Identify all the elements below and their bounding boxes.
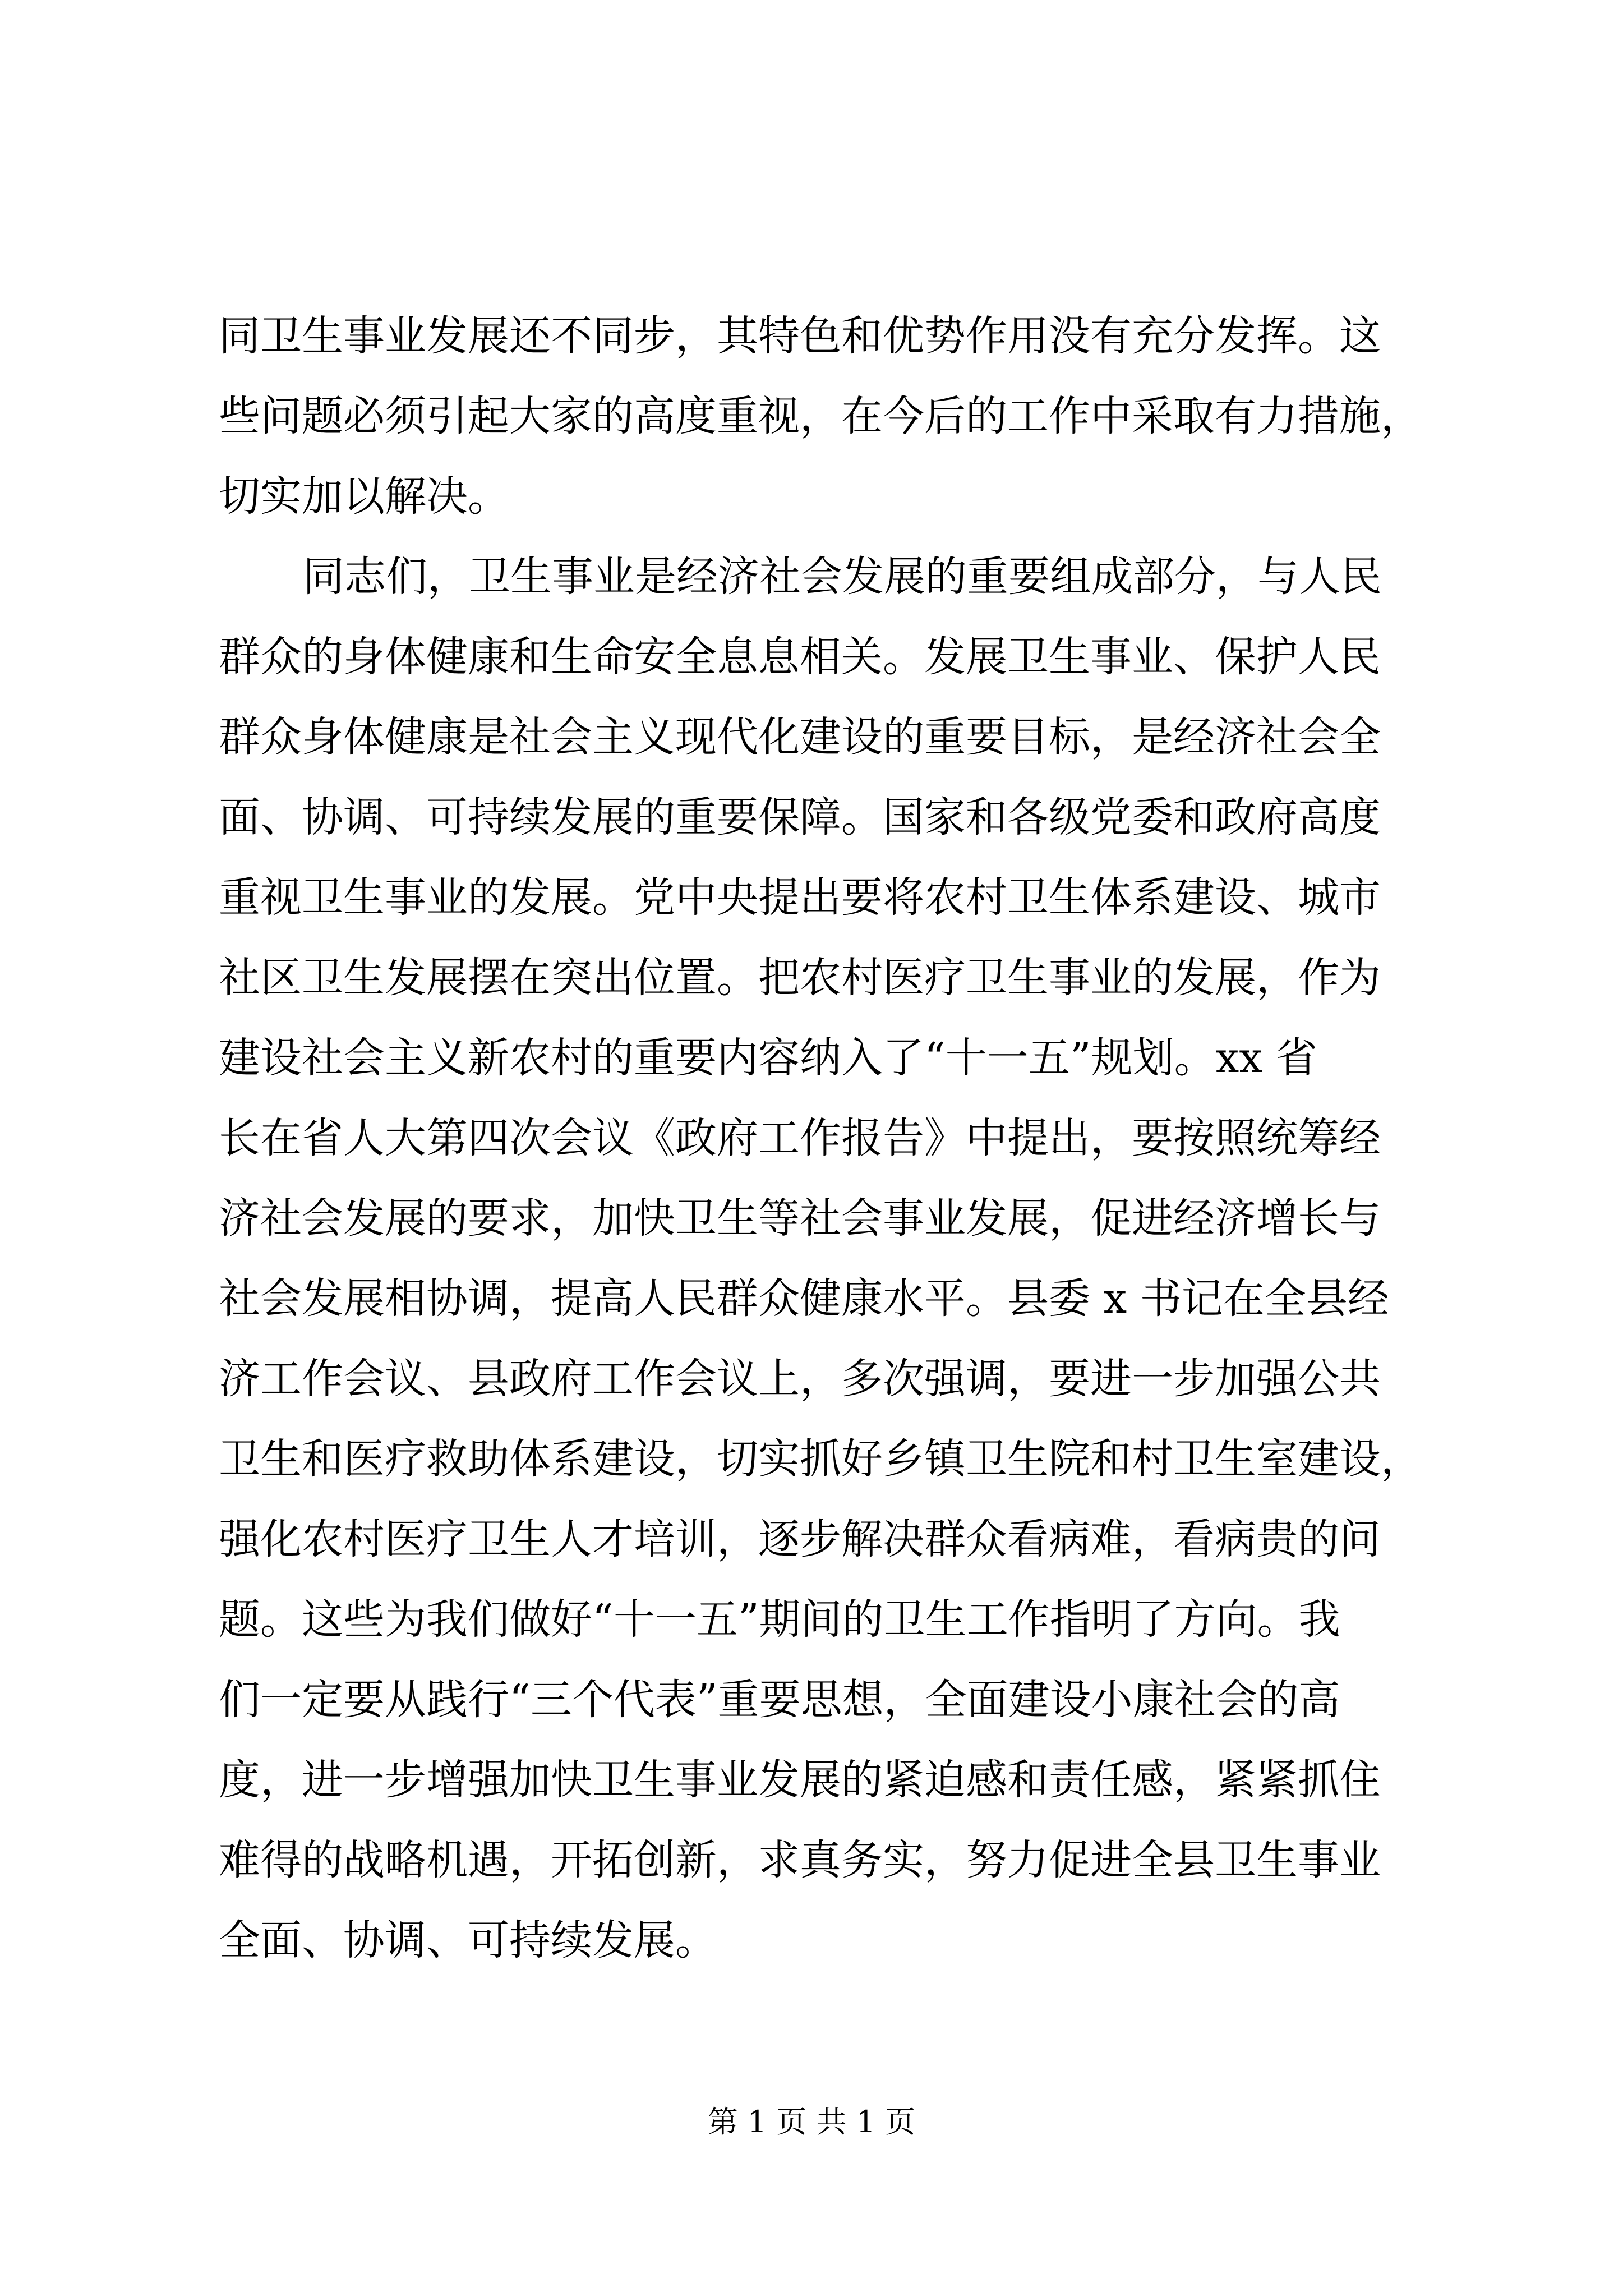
text-line: 重视卫生事业的发展。党中央提出要将农村卫生体系建设、城市 [219, 873, 1381, 922]
text-line: 度，进一步增强加快卫生事业发展的紧迫感和责任感，紧紧抓住 [219, 1756, 1381, 1804]
paragraph-start-line: 同志们，卫生事业是经济社会发展的重要组成部分，与人民 [303, 553, 1382, 601]
text-line: 全面、协调、可持续发展。 [219, 1916, 717, 1964]
text-line: 社区卫生发展摆在突出位置。把农村医疗卫生事业的发展，作为 [219, 954, 1381, 1002]
text-line: 群众身体健康是社会主义现代化建设的重要目标，是经济社会全 [219, 713, 1381, 761]
text-line: 长在省人大第四次会议《政府工作报告》中提出，要按照统筹经 [219, 1114, 1381, 1162]
text-line: 切实加以解决。 [219, 472, 509, 521]
text-line: 题。这些为我们做好“十一五”期间的卫生工作指明了方向。我 [219, 1595, 1340, 1644]
text-line: 群众的身体健康和生命安全息息相关。发展卫生事业、保护人民 [219, 633, 1381, 681]
body-text [219, 296, 1422, 1981]
text-line: 济工作会议、县政府工作会议上，多次强调，要进一步加强公共 [219, 1355, 1381, 1403]
text-line: 社会发展相协调，提高人民群众健康水平。县委 x 书记在全县经 [219, 1274, 1389, 1323]
text-line: 面、协调、可持续发展的重要保障。国家和各级党委和政府高度 [219, 793, 1381, 841]
text-line: 难得的战略机遇，开拓创新，求真务实，努力促进全县卫生事业 [219, 1836, 1381, 1884]
text-line: 些问题必须引起大家的高度重视，在今后的工作中采取有力措施， [219, 392, 1422, 440]
text-line: 建设社会主义新农村的重要内容纳入了“十一五”规划。xx 省 [219, 1034, 1317, 1082]
page-number-footer: 第 1 页 共 1 页 [707, 2104, 916, 2139]
text-line: 济社会发展的要求，加快卫生等社会事业发展，促进经济增长与 [219, 1194, 1381, 1243]
text-line: 强化农村医疗卫生人才培训，逐步解决群众看病难，看病贵的问 [219, 1515, 1381, 1563]
text-line: 卫生和医疗救助体系建设，切实抓好乡镇卫生院和村卫生室建设， [219, 1435, 1422, 1483]
text-line: 们一定要从践行“三个代表”重要思想，全面建设小康社会的高 [219, 1676, 1340, 1724]
text-line: 同卫生事业发展还不同步，其特色和优势作用没有充分发挥。这 [219, 312, 1381, 360]
